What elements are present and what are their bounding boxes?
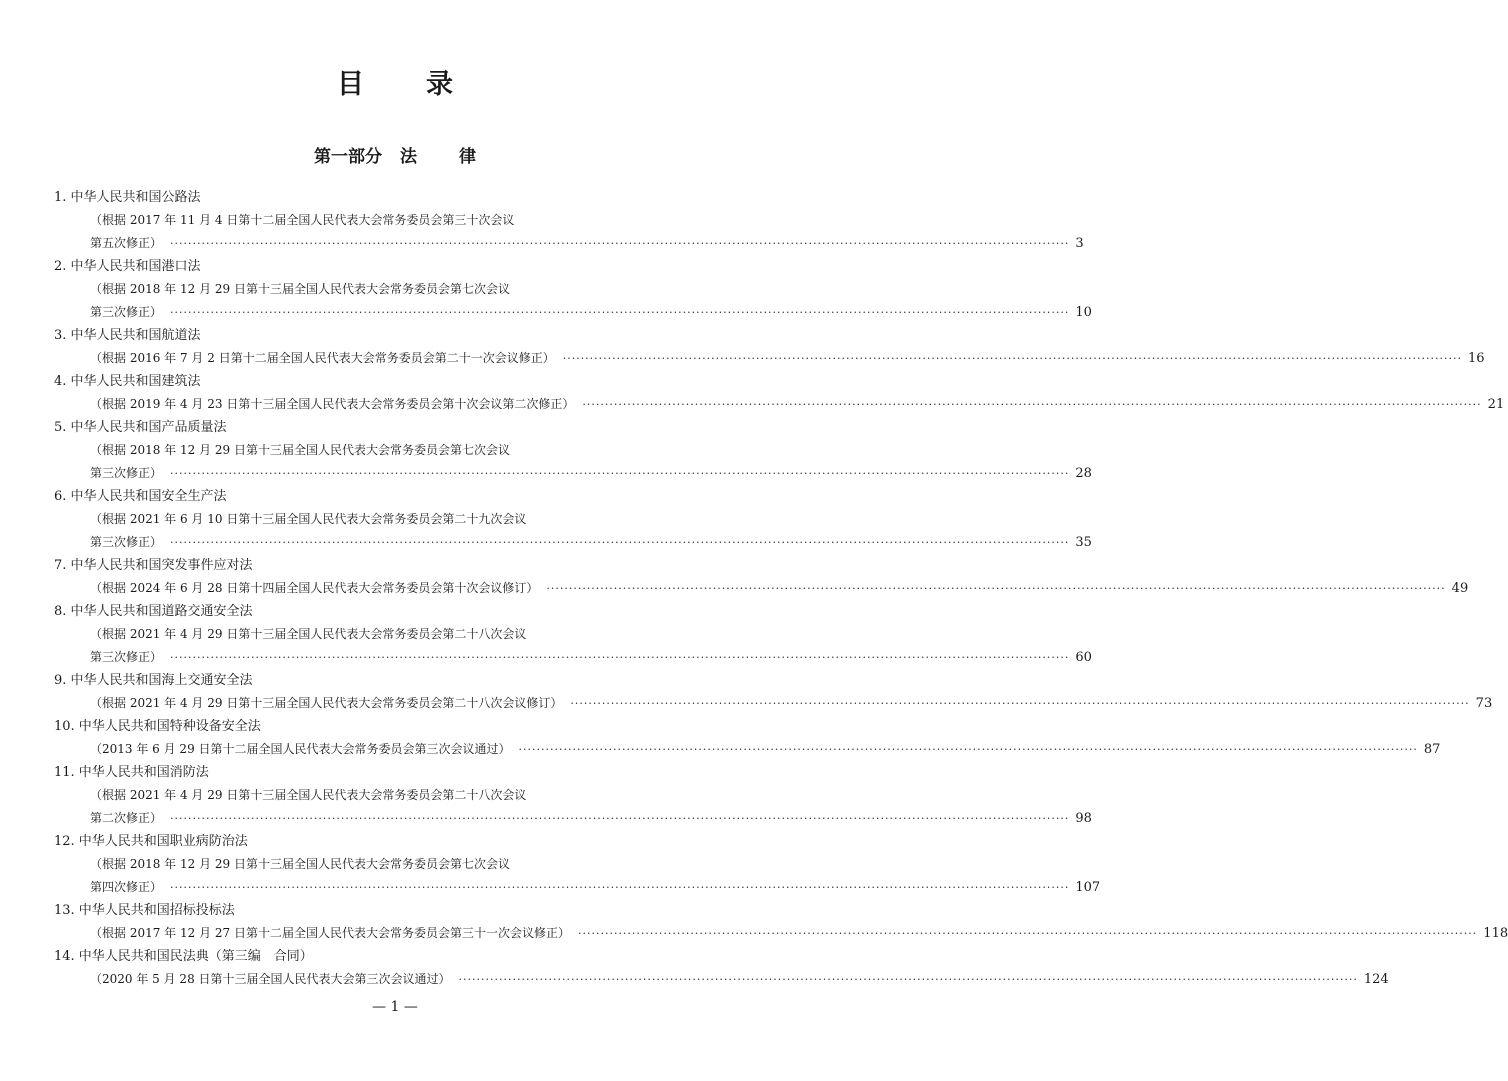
- toc-entry-page-number: 60: [1075, 650, 1092, 665]
- toc-entry-note-line: [54, 692, 1493, 715]
- toc-entry-note-text: （根据 2017 年 12 月 27 日第十二届全国人民代表大会常务委员会第三十一次会议修正）: [90, 926, 570, 940]
- part-heading-label: 第一部分: [314, 147, 382, 167]
- toc-entry-page-number: 98: [1075, 811, 1092, 826]
- toc-entry-page-number: 21: [1487, 397, 1505, 412]
- dot-leader: ········································································································································································································: [518, 743, 1418, 756]
- toc-entry[interactable]: [54, 945, 1389, 991]
- part-heading-word-1: 法: [400, 147, 417, 167]
- toc-entry-note-line: [54, 738, 1441, 761]
- dot-leader: ········································································································································································································: [170, 467, 1070, 480]
- toc-entry-page-number: 124: [1363, 972, 1389, 987]
- toc-entry[interactable]: [54, 554, 1469, 600]
- toc-entry-note-line: （根据 2021 年 4 月 29 日第十三届全国人民代表大会常务委员会第二十八次会议: [90, 788, 527, 802]
- toc-entry-note-text: （根据 2019 年 4 月 23 日第十三届全国人民代表大会常务委员会第十次会议第二次修正）: [90, 397, 575, 411]
- dot-leader: ········································································································································································································: [458, 973, 1358, 986]
- toc-entry-note-line: [54, 968, 1389, 991]
- toc-entry-note-text: （根据 2024 年 6 月 28 日第十四届全国人民代表大会常务委员会第十次会议修订）: [90, 581, 539, 595]
- toc-entry-note-line: （根据 2018 年 12 月 29 日第十三届全国人民代表大会常务委员会第七次会议: [90, 282, 510, 296]
- toc-entry-page-number: 3: [1075, 236, 1084, 251]
- toc-entry-title: 1. 中华人民共和国公路法: [54, 190, 201, 205]
- toc-entry[interactable]: [54, 416, 1092, 485]
- dot-leader: ········································································································································································································: [170, 881, 1070, 894]
- toc-entry-note-text: 第二次修正）: [90, 811, 163, 825]
- toc-entry-note-text: （2013 年 6 月 29 日第十二届全国人民代表大会常务委员会第三次会议通过）: [90, 742, 511, 756]
- toc-entry-note-line: （根据 2018 年 12 月 29 日第十三届全国人民代表大会常务委员会第七次会议: [90, 443, 510, 457]
- part-heading: [0, 142, 790, 167]
- toc-entry-note-text: （2020 年 5 月 28 日第十三届全国人民代表大会第三次会议通过）: [90, 972, 451, 986]
- toc-entry-title: 12. 中华人民共和国职业病防治法: [54, 834, 248, 849]
- toc-entry-page-number: 10: [1075, 305, 1092, 320]
- toc-entry-note-text: （根据 2021 年 4 月 29 日第十三届全国人民代表大会常务委员会第二十八次会议修订）: [90, 696, 563, 710]
- dot-leader: ········································································································································································································: [170, 651, 1070, 664]
- toc-entry-title: 7. 中华人民共和国突发事件应对法: [54, 558, 253, 573]
- toc-entry[interactable]: [54, 600, 1092, 669]
- toc-entry-note-line: （根据 2021 年 4 月 29 日第十三届全国人民代表大会常务委员会第二十八次会议: [90, 627, 527, 641]
- toc-entry-title: 5. 中华人民共和国产品质量法: [54, 420, 227, 435]
- toc-entry-note-line: [54, 577, 1469, 600]
- toc-entry-title: 9. 中华人民共和国海上交通安全法: [54, 673, 253, 688]
- toc-entry[interactable]: [54, 761, 1092, 830]
- toc-entry-note-line: （根据 2021 年 6 月 10 日第十三届全国人民代表大会常务委员会第二十九次会议: [90, 512, 527, 526]
- toc-entry-page-number: 49: [1451, 581, 1469, 596]
- toc-entry-title: 4. 中华人民共和国建筑法: [54, 374, 201, 389]
- dot-leader: ········································································································································································································: [170, 306, 1070, 319]
- toc-entry-title: 10. 中华人民共和国特种设备安全法: [54, 719, 261, 734]
- toc-entry[interactable]: [54, 830, 1101, 899]
- toc-entry-note-text: 第四次修正）: [90, 880, 163, 894]
- toc-entry-note-line: （根据 2018 年 12 月 29 日第十三届全国人民代表大会常务委员会第七次会议: [90, 857, 510, 871]
- toc-entry-note-text: 第五次修正）: [90, 236, 163, 250]
- toc-entry[interactable]: [54, 255, 1092, 324]
- toc-entry-page-number: 118: [1483, 926, 1508, 941]
- part-heading-word-2: 律: [459, 147, 476, 167]
- toc-entry-note-line: [54, 807, 1092, 830]
- toc-entry-page-number: 73: [1475, 696, 1493, 711]
- toc-entry-title: 13. 中华人民共和国招标投标法: [54, 903, 235, 918]
- toc-entry-note-line: [54, 462, 1092, 485]
- toc-entry[interactable]: [54, 485, 1092, 554]
- toc-entry-title: 14. 中华人民共和国民法典（第三编 合同）: [54, 949, 313, 964]
- toc-entry-note-text: （根据 2016 年 7 月 2 日第十二届全国人民代表大会常务委员会第二十一次会议修正）: [90, 351, 555, 365]
- toc-entry-title: 2. 中华人民共和国港口法: [54, 259, 201, 274]
- toc-entry-note-text: 第三次修正）: [90, 650, 163, 664]
- page-title: [0, 62, 790, 101]
- toc-entry-note-line: [54, 646, 1092, 669]
- toc-entry-note-text: 第三次修正）: [90, 535, 163, 549]
- toc-entry-note-line: [54, 922, 1508, 945]
- toc-entry-page-number: 107: [1075, 880, 1101, 895]
- toc-entry-note-line: [54, 232, 1084, 255]
- toc-entry[interactable]: [54, 370, 1505, 416]
- toc-entry-title: 8. 中华人民共和国道路交通安全法: [54, 604, 253, 619]
- toc-entry-note-line: [54, 876, 1101, 899]
- toc-entry-page-number: 35: [1075, 535, 1092, 550]
- page-title-char-2: 录: [426, 69, 453, 100]
- toc-entry-title: 3. 中华人民共和国航道法: [54, 328, 201, 343]
- toc-entry-note-line: [54, 347, 1485, 370]
- dot-leader: ········································································································································································································: [577, 927, 1478, 940]
- toc-entry[interactable]: [54, 899, 1508, 945]
- dot-leader: ········································································································································································································: [546, 582, 1446, 595]
- toc-entry-title: 11. 中华人民共和国消防法: [54, 765, 209, 780]
- dot-leader: ········································································································································································································: [570, 697, 1470, 710]
- toc-entry[interactable]: [54, 324, 1485, 370]
- toc-entry-note-line: [54, 531, 1092, 554]
- dot-leader: ········································································································································································································: [582, 398, 1482, 411]
- toc-entry-page-number: 28: [1075, 466, 1092, 481]
- dot-leader: ········································································································································································································: [170, 237, 1070, 250]
- toc-entry-note-text: 第三次修正）: [90, 466, 163, 480]
- dot-leader: ········································································································································································································: [562, 352, 1463, 365]
- toc-entry-note-line: （根据 2017 年 11 月 4 日第十二届全国人民代表大会常务委员会第三十次会议: [90, 213, 515, 227]
- toc-entry-note-line: [54, 393, 1505, 416]
- toc-entry[interactable]: [54, 715, 1441, 761]
- toc-entry-title: 6. 中华人民共和国安全生产法: [54, 489, 227, 504]
- page-number-footer: — 1 —: [372, 999, 418, 1015]
- toc-entry-page-number: 87: [1423, 742, 1441, 757]
- dot-leader: ········································································································································································································: [170, 536, 1070, 549]
- page-title-char-1: 目: [337, 69, 364, 100]
- table-of-contents: [54, 186, 1508, 991]
- toc-entry-page-number: 16: [1468, 351, 1485, 366]
- dot-leader: ········································································································································································································: [170, 812, 1070, 825]
- toc-entry-note-line: [54, 301, 1092, 324]
- toc-entry-note-text: 第三次修正）: [90, 305, 163, 319]
- toc-entry[interactable]: [54, 186, 1084, 255]
- toc-entry[interactable]: [54, 669, 1493, 715]
